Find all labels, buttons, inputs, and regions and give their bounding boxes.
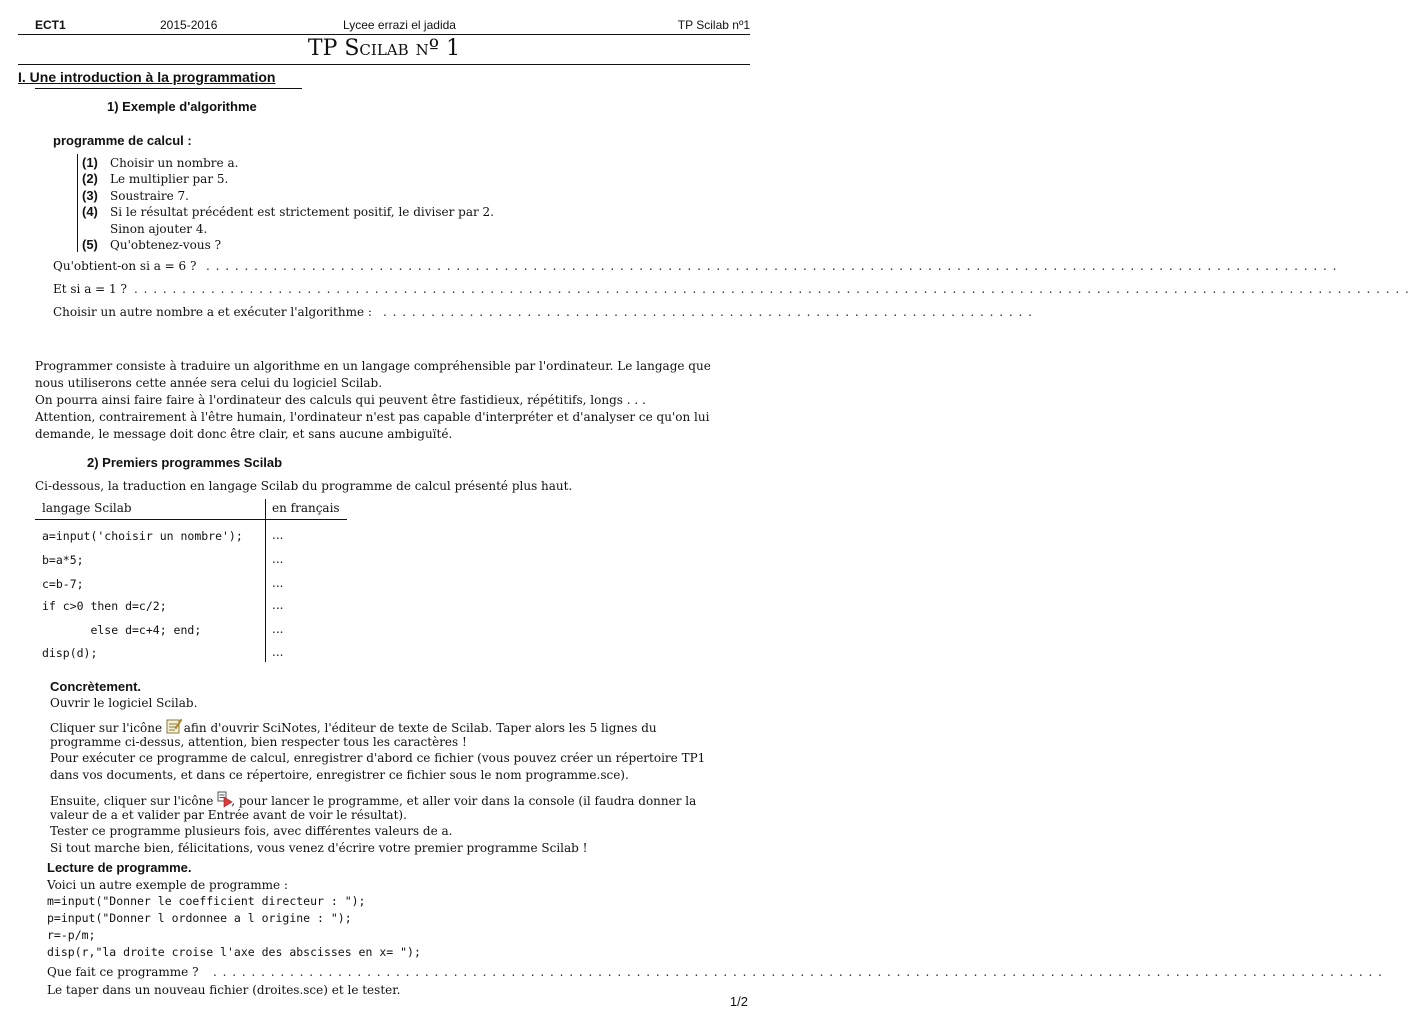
question-other: Choisir un autre nombre a et exécuter l'algorithme : (53, 305, 372, 319)
answer-line-4[interactable]: . . . . . . . . . . . . . . . . . . . . . . . . . . . . . . . . . . . . . . . . . . . . . . . . . . . . . . . . . . . . . . . . . . . . . . . . . . . . . . . . . . . . . . . . . . . . . . . . . . . . . . . . . . . . . . . . . . . . . . . . . . (213, 965, 1383, 979)
table-row-fr[interactable]: ... (272, 552, 284, 566)
concretement-open-scilab: Ouvrir le logiciel Scilab. (50, 696, 198, 710)
table-row-fr[interactable]: ... (272, 576, 284, 590)
steps-bracket (77, 154, 78, 252)
section2-intro: Ci-dessous, la traduction en langage Scilab du programme de calcul présenté plus haut. (35, 479, 573, 493)
code-line: m=input("Donner le coefficient directeur : "); (47, 894, 366, 908)
lecture-question: Que fait ce programme ? (47, 965, 199, 979)
table-row-fr[interactable]: ... (272, 528, 284, 542)
table-row-fr[interactable]: ... (272, 622, 284, 636)
steps-list (82, 155, 494, 253)
table-header-scilab: langage Scilab (42, 501, 132, 515)
subsection2-title: 2) Premiers programmes Scilab (87, 455, 283, 470)
lecture-intro: Voici un autre exemple de programme : (47, 878, 288, 892)
subsection1-title: 1) Exemple d'algorithme (107, 99, 257, 114)
table-row-code: else d=c+4; end; (42, 623, 202, 637)
header-tp-label: TP Scilab nº1 (677, 18, 750, 32)
code-line: p=input("Donner l ordonnee a l origine : "); (47, 911, 352, 925)
code-line: disp(r,"la droite croise l'axe des abscisses en x= "); (47, 945, 421, 959)
concretement-p2-line4: Si tout marche bien, félicitations, vous venez d'écrire votre premier programme Scilab ! (50, 841, 588, 855)
section1-underline (35, 88, 302, 89)
intro-paragraph: Programmer consiste à traduire un algorithme en un langage compréhensible par l'ordinateur. Le langage que nous utiliserons cette année sera celui du logiciel Scilab. On pourra ainsi faire faire à l'ordinateur des calculs qui peuvent être fastidieux, répétitifs, longs . . . Attention, contrairement à l'être humain, l'ordinateur n'est pas capable d'interpréter et d'analyser ce qu'on lui demande, le message doit donc être clair, et sans aucune ambiguïté. (35, 359, 711, 441)
concretement-p1-line3: Pour exécuter ce programme de calcul, enregistrer d'abord ce fichier (vous pouvez créer un répertoire TP1 (50, 751, 706, 765)
concretement-p2-line3: Tester ce programme plusieurs fois, avec différentes valeurs de a. (50, 824, 453, 838)
table-row-fr[interactable]: ... (272, 598, 284, 612)
table-header-french: en français (272, 501, 340, 515)
step-item: (2) Le multiplier par 5. (82, 171, 229, 187)
step-item: (5) Qu'obtenez-vous ? (82, 237, 222, 253)
code-line: r=-p/m; (47, 928, 96, 942)
page-number: 1/2 (729, 994, 748, 1009)
table-header-rule (35, 519, 347, 520)
concretement-p1-line4: dans vos documents, et dans ce répertoire, enregistrer ce fichier sous le nom programme.sce). (50, 768, 629, 782)
answer-line-3[interactable]: . . . . . . . . . . . . . . . . . . . . . . . . . . . . . . . . . . . . . . . . . . . . . . . . . . . . . . . . . . . . . . . . . . . . (383, 305, 1033, 319)
header-rule (18, 34, 750, 35)
table-row-code: b=a*5; (42, 553, 84, 567)
calc-program-title: programme de calcul : (53, 133, 192, 148)
step-item: Sinon ajouter 4. (110, 221, 208, 236)
table-row-code: c=b-7; (42, 577, 84, 591)
concretement-p2-line2: valeur de a et valider par Entrée avant de voir le résultat). (50, 808, 407, 822)
answer-line-1[interactable]: . . . . . . . . . . . . . . . . . . . . . . . . . . . . . . . . . . . . . . . . . . . . . . . . . . . . . . . . . . . . . . . . . . . . . . . . . . . . . . . . . . . . . . . . . . . . . . . . . . . . . . . . . . . . . . . . . . . . . . (206, 259, 1338, 273)
table-column-rule (265, 499, 266, 662)
answer-line-2[interactable]: . . . . . . . . . . . . . . . . . . . . . . . . . . . . . . . . . . . . . . . . . . . . . . . . . . . . . . . . . . . . . . . . . . . . . . . . . . . . . . . . . . . . . . . . . . . . . . . . . . . . . . . . . . . . . . . . . . . . . . . . . . . . . . . . . . . . . (134, 282, 1410, 296)
lecture-code-block (47, 893, 421, 961)
concretement-title: Concrètement. (50, 679, 142, 694)
section1-title: I. Une introduction à la programmation (18, 69, 276, 85)
header-school: Lycee errazi el jadida (343, 18, 456, 32)
title-rule (18, 64, 750, 65)
concretement-p1-line1: Cliquer sur l'icône afin d'ouvrir SciNotes, l'éditeur de texte de Scilab. Taper alors les 5 lignes du (50, 718, 657, 735)
header-year: 2015-2016 (160, 18, 218, 32)
step-item: (3) Soustraire 7. (82, 187, 189, 203)
question-a1: Et si a = 1 ? (53, 282, 127, 296)
page-title: TP Scilab nº 1 (307, 36, 461, 61)
table-row-fr[interactable]: ... (272, 645, 284, 659)
scinotes-icon[interactable] (166, 718, 180, 732)
table-row-code: disp(d); (42, 646, 98, 660)
concretement-p1-line2: programme ci-dessus, attention, bien respecter tous les caractères ! (50, 735, 467, 749)
table-row-code: if c>0 then d=c/2; (42, 599, 167, 613)
question-a6: Qu'obtient-on si a = 6 ? (53, 259, 197, 273)
step-item: (4) Si le résultat précédent est strictement positif, le diviser par 2. (82, 204, 494, 220)
lecture-title: Lecture de programme. (47, 860, 192, 875)
lecture-last: Le taper dans un nouveau fichier (droites.sce) et le tester. (47, 983, 401, 997)
execute-icon[interactable] (217, 791, 231, 805)
step-item: (1) Choisir un nombre a. (82, 155, 239, 170)
table-row-code: a=input('choisir un nombre'); (42, 529, 243, 543)
concretement-p2-line1: Ensuite, cliquer sur l'icône , pour lancer le programme, et aller voir dans la console (il faudra donner la (50, 791, 696, 808)
header-class: ECT1 (35, 18, 66, 32)
